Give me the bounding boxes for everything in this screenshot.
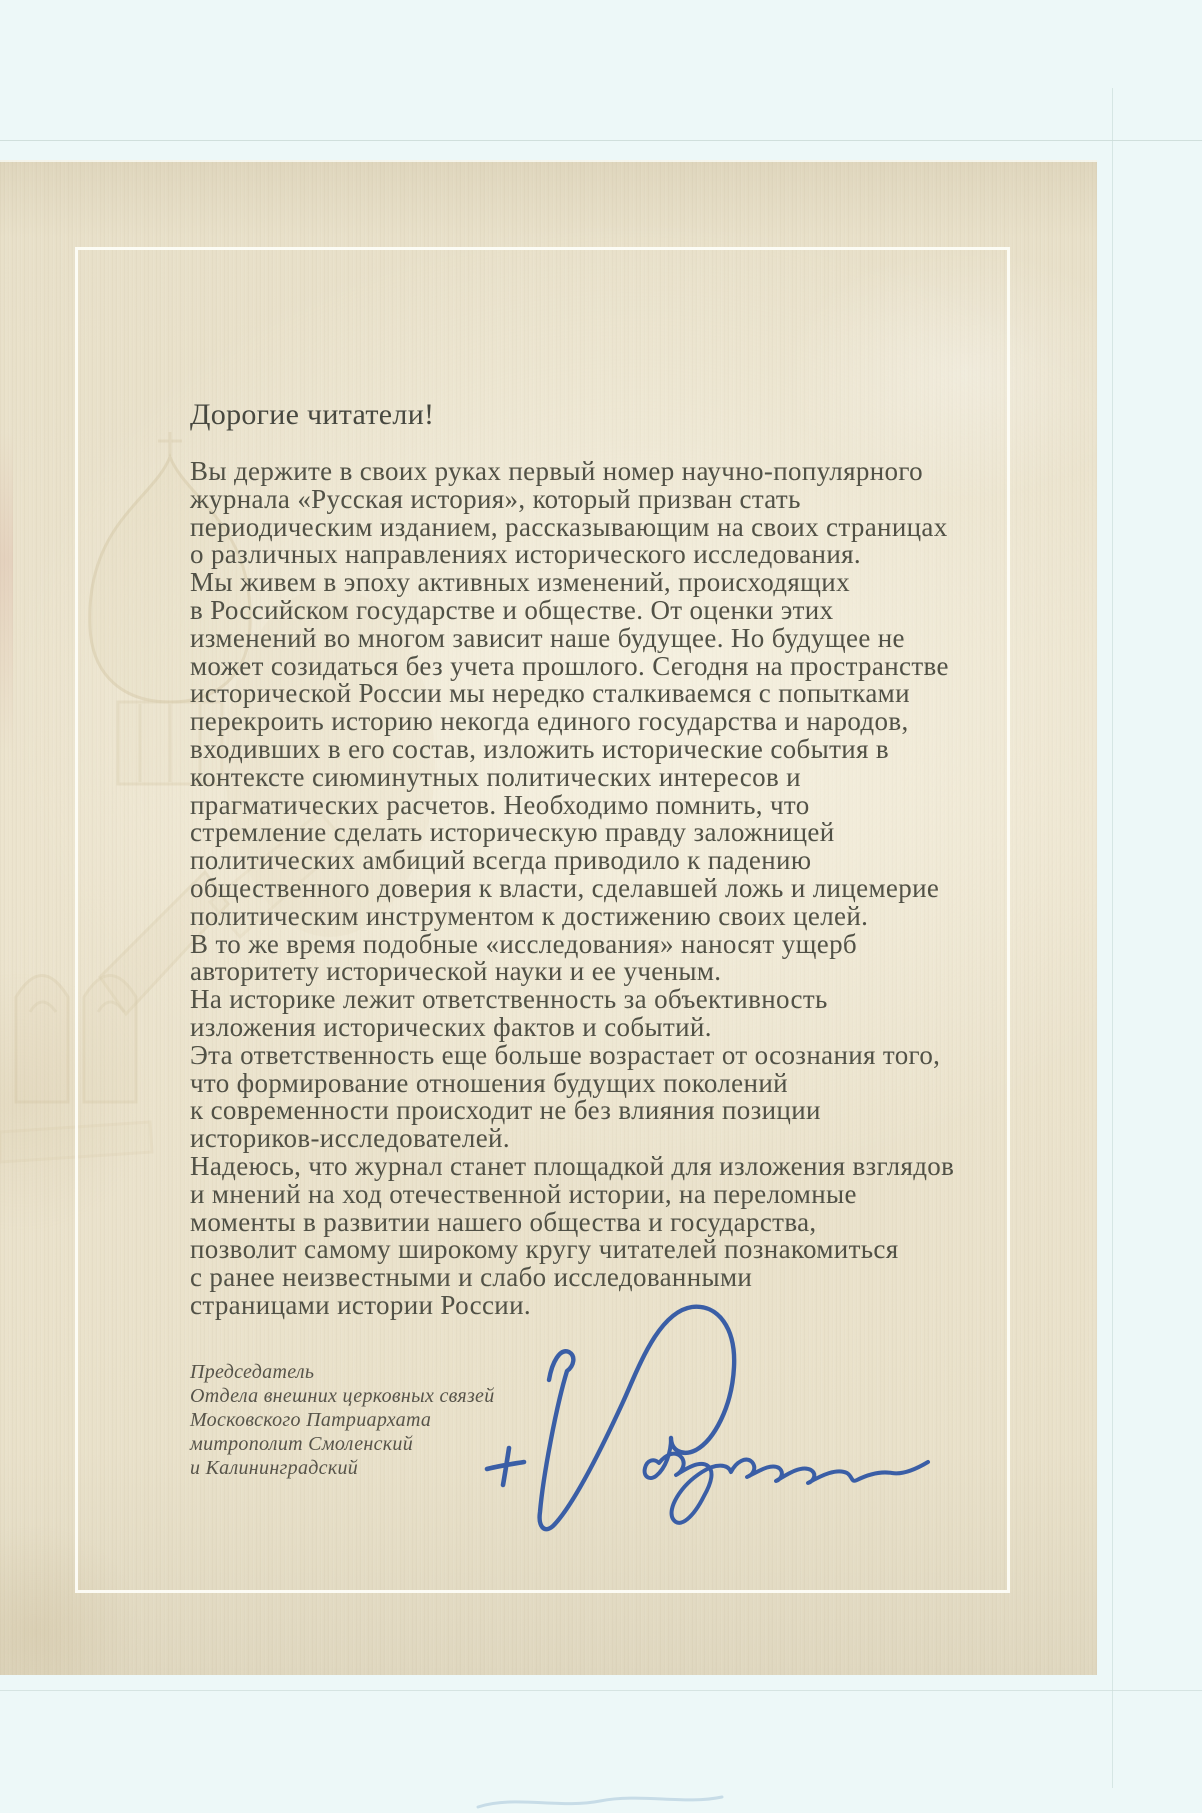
scan-seam-right — [1112, 88, 1113, 1788]
body-line: к современности происходит не без влияния позиции — [190, 1095, 821, 1126]
signature-title-block — [190, 1360, 495, 1480]
body-line: исторической России мы нередко сталкиваемся с попытками — [190, 678, 910, 709]
body-line: входивших в его состав, изложить исторические события в — [190, 733, 890, 764]
body-line: журнала «Русская история», который призван стать — [190, 483, 801, 514]
body-line: Надеюсь, что журнал станет площадкой для изложения взглядов — [190, 1150, 955, 1181]
signature-title-line: Московского Патриархата — [190, 1409, 432, 1431]
body-line: контексте сиюминутных политических интересов и — [190, 761, 801, 792]
letter-heading: Дорогие читатели! — [190, 398, 435, 431]
body-line: изложения исторических фактов и событий. — [190, 1011, 712, 1042]
body-line: Вы держите в своих руках первый номер научно-популярного — [190, 456, 924, 486]
body-line: Эта ответственность еще больше возрастает от осознания того, — [190, 1039, 941, 1070]
body-line: общественного доверия к власти, сделавшей ложь и лицемерие — [190, 872, 940, 903]
body-line: в Российском государстве и обществе. От оценки этих — [190, 594, 834, 625]
showthrough-scribble — [470, 1635, 730, 1813]
scan-seam-top — [0, 140, 1202, 141]
body-line: историков-исследователей. — [190, 1123, 510, 1154]
body-line: и мнений на ход отечественной истории, на переломные — [190, 1178, 857, 1209]
body-line: изменений во многом зависит наше будущее. Но будущее не — [190, 622, 905, 653]
body-line: с ранее неизвестными и слабо исследованными — [190, 1262, 753, 1293]
autograph-cross-icon — [487, 1448, 524, 1485]
body-line: может созидаться без учета прошлого. Сегодня на пространстве — [190, 650, 949, 681]
body-line: страницами истории России. — [190, 1289, 531, 1320]
signature-title-line: Отдела внешних церковных связей — [190, 1385, 495, 1407]
body-line: прагматических расчетов. Необходимо помнить, что — [190, 789, 810, 820]
body-line: стремление сделать историческую правду заложницей — [190, 817, 835, 848]
body-line: На историке лежит ответственность за объективность — [190, 984, 828, 1015]
signature-title-line: митрополит Смоленский — [190, 1433, 414, 1455]
signature-title-line: и Калининградский — [190, 1457, 359, 1479]
body-line: политическим инструментом к достижению своих целей. — [190, 900, 869, 931]
letter-page — [0, 160, 1097, 1675]
body-line: политических амбиций всегда приводило к падению — [190, 845, 812, 876]
body-line: позволит самому широкому кругу читателей познакомиться — [190, 1234, 899, 1265]
signature-title-line: Председатель — [190, 1361, 315, 1383]
body-line: моменты в развитии нашего общества и государства, — [190, 1206, 817, 1237]
body-line: Мы живем в эпоху активных изменений, происходящих — [190, 567, 850, 598]
body-line: авторитету исторической науки и ее ученым. — [190, 956, 722, 987]
body-line: В то же время подобные «исследования» наносят ущерб — [190, 928, 858, 959]
body-line: что формирование отношения будущих поколений — [190, 1067, 788, 1098]
body-line: периодическим изданием, рассказывающим на своих страницах — [190, 511, 948, 542]
autograph-signature — [460, 1264, 960, 1554]
body-line: перекроить историю некогда единого государства и народов, — [190, 706, 909, 737]
body-line: о различных направлениях исторического исследования. — [190, 539, 862, 570]
letter-body — [190, 458, 990, 1320]
